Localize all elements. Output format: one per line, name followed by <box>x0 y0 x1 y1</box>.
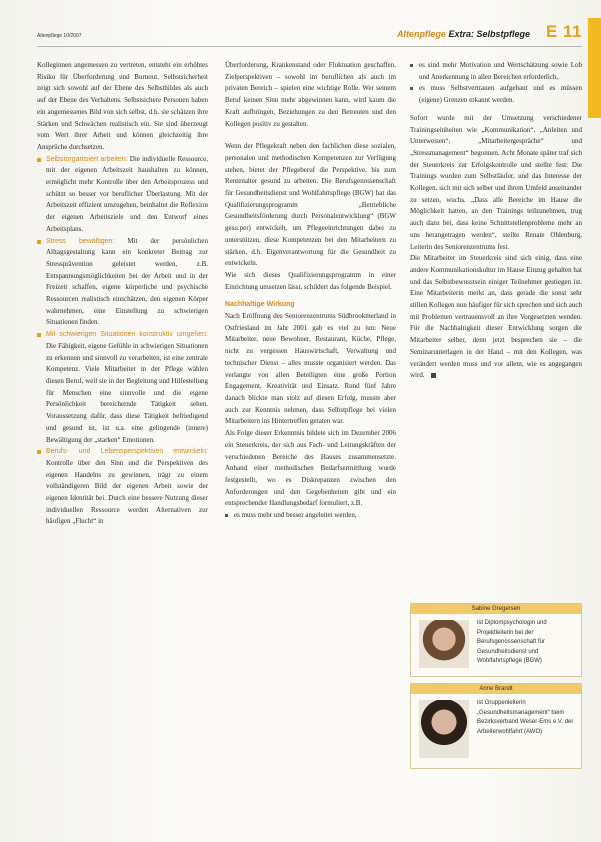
bullet-difficult-situations <box>37 329 208 446</box>
bullet-lead: Stress bewältigen: <box>46 237 115 245</box>
col3-paragraph <box>410 253 582 382</box>
accent-bar <box>588 18 601 118</box>
bullet-selforganized <box>37 154 208 236</box>
col2-paragraph: Als Folge dieser Erkenntnis bildete sich im Dezember 2006 ein Steuerkreis, der sich aus Fach- und Leitungskräften der verschiedenen Bereiche des Hauses zusammensetzte. Anhand einer methodischen Bedarfsermittlung wurde festgestellt, wo es Diskrepanzen zwischen den Anforderungen und den Gegebenheiten gibt und ein entsprechender Handlungsbedarf formuliert, z.B. <box>225 429 396 508</box>
col1-intro: Kolleginnen angemessen zu vertreten, entsteht ein erhöhtes Risiko für Überforderung und Burnout. Selbstsicherheit zeigt sich sowohl auf der Ebene des Selbstbildes als auch auf der Ebene des Verhaltens. Selbstsichere Personen haben ein angemessenes Bild von sich selbst, d.h. sie schätzen ihre Stärken und Schwächen realistisch ein. Sie sind überzeugt vom Wert ihrer Arbeit und können gleichzeitig ihre Ansprüche durchsetzen. <box>37 61 208 151</box>
bullet-lead: Selbstorganisiert arbeiten: <box>46 155 128 163</box>
author-name: Anne Brandt <box>411 684 581 694</box>
column-3 <box>410 60 582 382</box>
author-name: Sabine Gregersen <box>411 604 581 614</box>
section-title <box>397 29 530 39</box>
list-item: es sind mehr Motivation und Wertschätzung sowie Lob und Anerkennung in allen Bereichen erforderlich, <box>410 60 582 83</box>
column-1 <box>37 60 208 528</box>
bullet-perspectives <box>37 446 208 528</box>
author-photo <box>419 620 469 668</box>
list-item: es muss Selbstvertrauen aufgebaut und es müssen (eigene) Grenzen erkannt werden. <box>410 83 582 106</box>
page-header <box>37 23 582 47</box>
list-item: es muss mehr und besser angeleitet werden, <box>225 510 396 522</box>
col3-paragraph-text: Die Mitarbeiter im Steuerkreis sind sich einig, dass eine andere Kommunikationskultur im Hause Einzug gehalten hat und das Selbstbewusstsein einiger Teilnehmer gestiegen ist. Eine Mitarbeiterin merkt an, dass gerade die sonst sehr stillen Kollegen nun häufiger für sich sprechen und sich auch mit Problemen vertrauensvoll an ihre Vorgesetzten wenden. Für die Nachhaltigkeit dieser Entwicklung sorgen die Mitarbeiter selber, denn jetzt besprechen sie – die Seminarunterlagen in der Hand – mit den Kollegen, was verändert werden muss und vor allem, wie es angegangen wird. <box>410 254 582 380</box>
page-number: E 11 <box>545 22 582 41</box>
col2-paragraph: Überforderung, Krankenstand oder Fluktuation geschaffen. Zielperspektiven – sowohl im beruflichen als auch im privaten Bereich – spielen eine wichtige Rolle. Wer seinem Beruf keinen Sinn mehr abgewinnen kann, wird kaum die Kraft aufbringen, Beziehungen zu den Betreuten und den Kollegen positiv zu gestalten. <box>225 61 396 128</box>
bullet-lead: Berufs- und Lebensperspektiven entwickeln: <box>46 448 208 456</box>
bullet-stress <box>37 236 208 330</box>
section-extra: Extra: Selbstpflege <box>448 29 530 39</box>
col2-paragraph: Wie sich dieses Qualifizierungsprogramm in einer Einrichtung umsetzen lässt, schildert das folgende Beispiel. <box>225 270 396 291</box>
bullet-text: Die Fähigkeit, eigene Gefühle in schwierigen Situationen zu erkennen und sinnvoll zu verarbeiten, ist eine zentrale Kompetenz. Viele Mitarbeiter in der Pflege wählen diesen Beruf, weil sie in der Begleitung und Hilfestellung für Menschen eine sinnvolle und die eigene Persönlichkeit bereichernde Tätigkeit sehen. Voraussetzung dafür, dass diese Tätigkeit befriedigend und gesund ist, ist u.a. eine gelingende (innere) Bewältigung der „starken“ Emotionen. <box>46 341 208 444</box>
bullet-text: Kontrolle über den Sinn und die Perspektiven des eigenen Handelns zu gewinnen, trägt zu einem vollständigeren Bild der eigenen Arbeit sowie der eigenen Identität bei. Durch eine bessere Nutzung dieser individuellen Ressource werden Alternativen zur häufigen „Flucht“ in <box>46 458 208 526</box>
column-2 <box>225 60 396 522</box>
bullet-lead: Mit schwierigen Situationen konstruktiv umgehen: <box>46 331 208 339</box>
section-subhead: Nachhaltige Wirkung <box>225 301 295 309</box>
issue-label: Altenpflege 10/2007 <box>37 33 82 39</box>
bullet-text: Die individuelle Ressource, mit der eigenen Arbeitszeit haushalten zu können, ermöglicht mehr Kontrolle über den Arbeitsprozess und schützt so besser vor beruflicher Überlastung. Mit der Arbeitszeit effizient umzugehen, beinhaltet die Reflexion der eigenen Arbeitsziele und den Entwurf eines Arbeitsplans. <box>46 154 208 233</box>
author-photo <box>419 700 469 758</box>
end-mark-icon <box>431 373 436 378</box>
section-brand: Altenpflege <box>396 29 446 39</box>
author-box <box>410 683 582 769</box>
bullet-text: Mit der persönlichen Alltagsgestaltung kann ein konkreter Beitrag zur Stressprävention geleistet werden, z.B. Entspannungsmöglichkeiten bei der Arbeit und in der Freizeit schaffen, eigene körperliche und psychische Ressourcen realistisch einschätzen, den eigenen Körper wahrnehmen, eine Einstellung zu schwierigen Situationen finden. <box>46 236 208 327</box>
author-bio: ist Gruppenleiterin „Gesundheitsmanagement“ beim Bezirksverband Weser-Ems e.V. der Arbeiterwohlfahrt (AWO) <box>477 700 574 735</box>
col2-paragraph: Nach Eröffnung des Seniorenzentrums Südbrookmerland in Ostfriesland im Jahr 2001 gab es viel zu tun: Neue Mitarbeiter, neue Bewohner, Restaurant, Küche, Pflege, nicht zu vergessen Hauswirtschaft, Verwaltung und technischer Dienst – alles musste organisiert werden. Das verlangte von allen Beteiligten eine große Portion Engagement, Kreativität und Einsatz. Rund fünf Jahre danach blickte man stolz auf diesen Erfolg, musste aber auch zur Kenntnis nehmen, dass Selbstpflege bei vielen Mitarbeitern ins Hintertreffen geraten war. <box>225 312 396 426</box>
col2-paragraph: Wenn der Pflegekraft neben den fachlichen diese sozialen, personalen und methodischen Kompetenzen zur Verfügung stehen, bietet der Pflegeberuf die Perspektive, bis zum Rentenalter gesund zu arbeiten. Die Berufsgenossenschaft für Gesundheitsdienst und Wohlfahrtspflege (BGW) hat das Qualifizierungsprogramm „Betriebliche Gesundheitsförderung durch Personalentwicklung“ (BGW gesu.per) entwickelt, um Pflegeeinrichtungen dabei zu unterstützen, diese Kompetenzen bei den Mitarbeitern zu stärken, d.h. Eigenverantwortung für die Gesundheit zu entwickeln. <box>225 142 396 268</box>
col3-paragraph: Sofort wurde mit der Umsetzung verschiedener Trainingseinheiten wie „Kommunikation“, „Anleiten und Unterweisen“, „Mitarbeitergespräche“ und „Stressmanagement“ begonnen. Acht Monate später traf sich der Steuerkreis zur Erfolgskontrolle und stellte fest: Die Trainings wurden zum Selbstläufer, und das Interesse der Kollegen, sich mit sich selber und ihrem Umfeld auseinander zu setzen, wuchs. „Dass alle Bereiche im Hause die Möglichkeit hatten, an den Trainings teilzunehmen, trug auch dazu bei, dass keine Schnittstellenprobleme mehr an uns herangetragen werden“, stellte Renate Ohlenburg, Leiterin des Seniorenzentrums fest. <box>410 113 582 251</box>
author-bio: ist Diplompsychologin und Projektleiterin bei der Berufsgenossenschaft für Gesundheitsdienst und Wohlfahrtspflege (BGW) <box>477 620 547 664</box>
author-box <box>410 603 582 677</box>
